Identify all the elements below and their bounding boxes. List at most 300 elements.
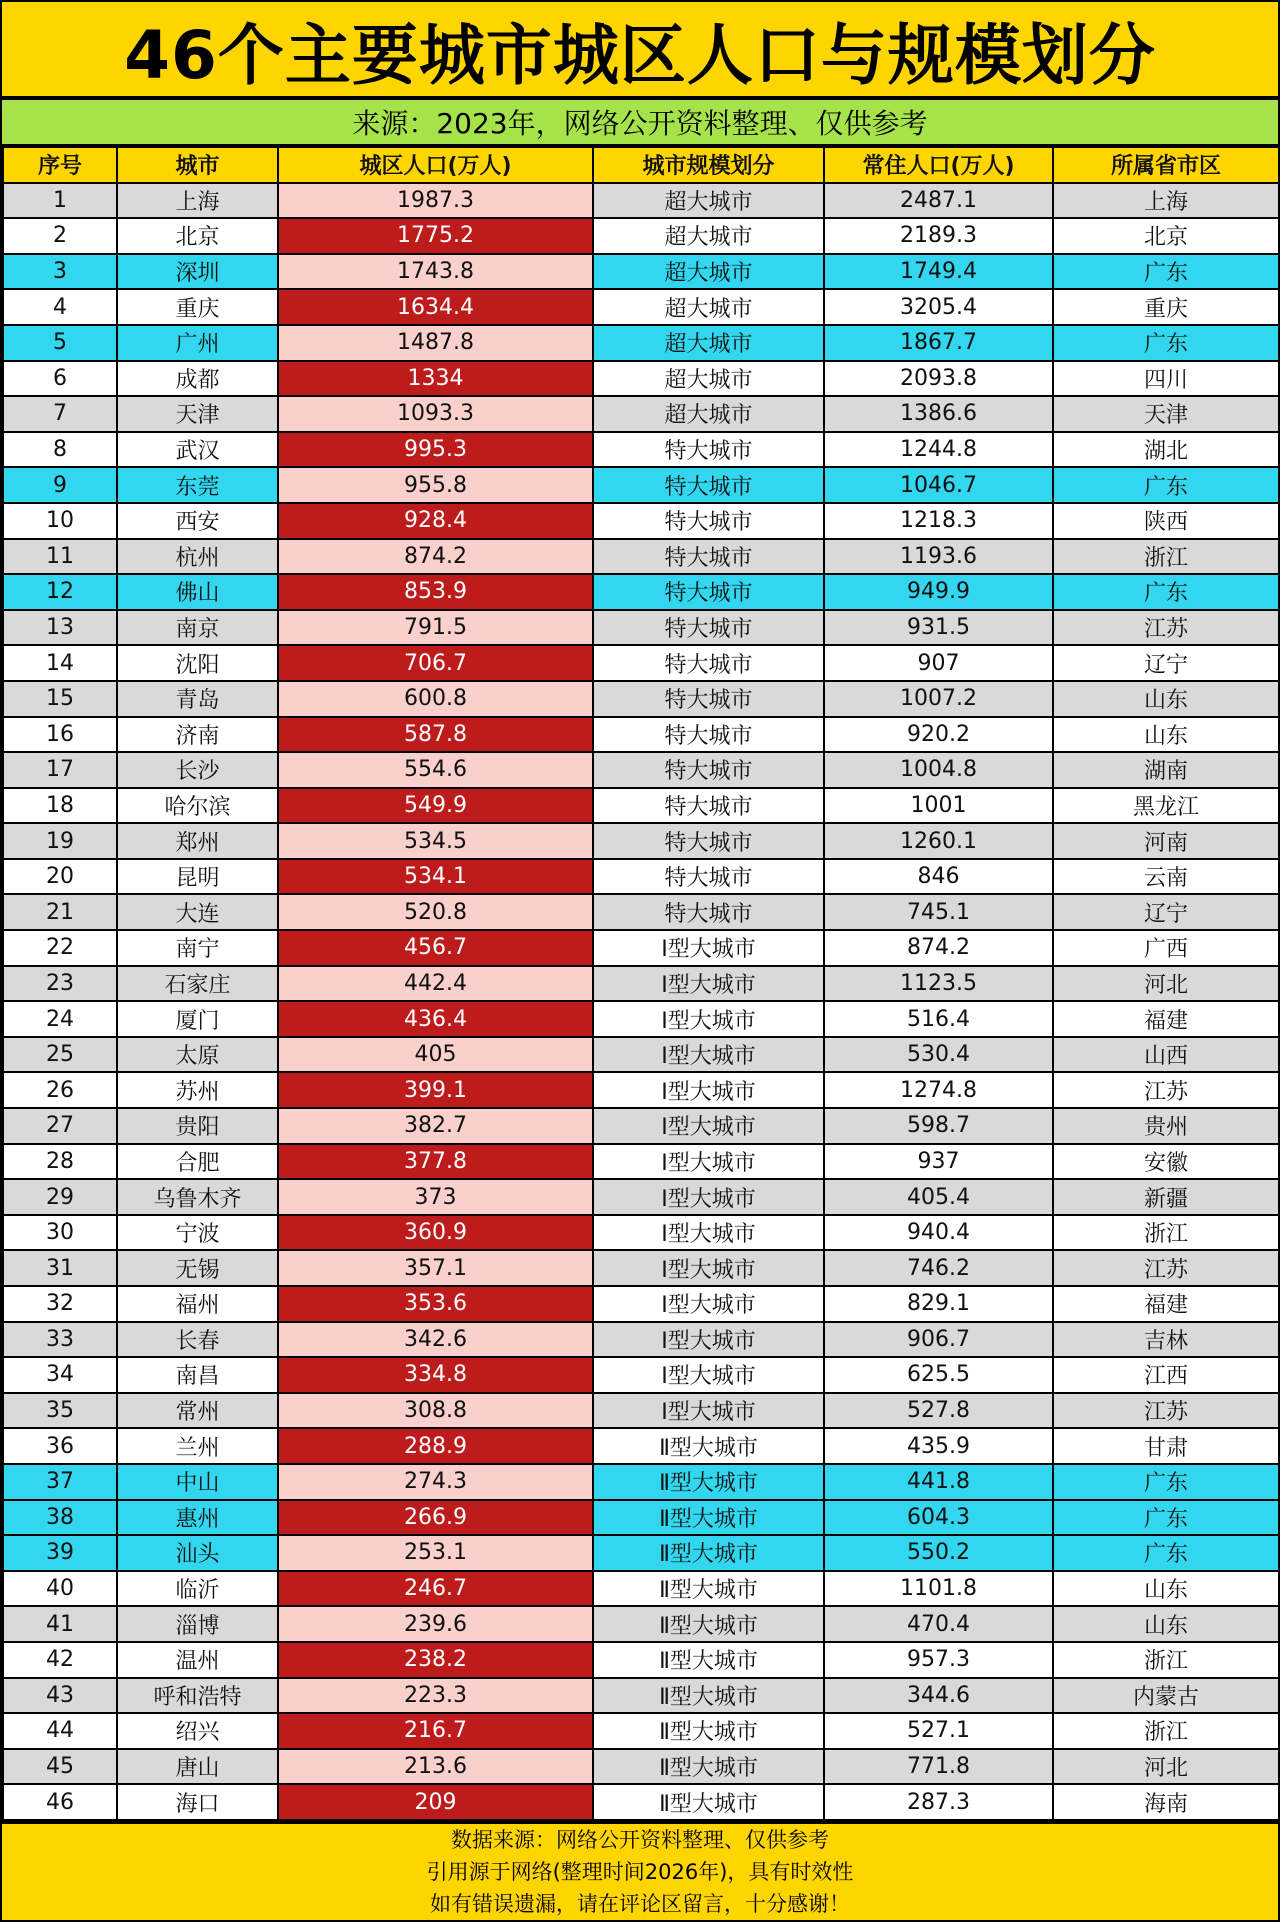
cell-resident-population: 287.3: [824, 1784, 1053, 1820]
cell-urban-population: 1775.2: [278, 218, 593, 254]
cell-province: 浙江: [1053, 1215, 1279, 1251]
cell-resident-population: 1007.2: [824, 681, 1053, 717]
cell-urban-population: 342.6: [278, 1322, 593, 1358]
cell-scale: Ⅱ型大城市: [593, 1428, 824, 1464]
table-row: [3, 788, 1279, 824]
cell-province: 贵州: [1053, 1108, 1279, 1144]
cell-province: 浙江: [1053, 1642, 1279, 1678]
cell-scale: 特大城市: [593, 752, 824, 788]
table-row: [3, 361, 1279, 397]
cell-urban-population: 213.6: [278, 1749, 593, 1785]
cell-province: 山东: [1053, 1571, 1279, 1607]
cell-scale: Ⅰ型大城市: [593, 1286, 824, 1322]
cell-scale: Ⅰ型大城市: [593, 1001, 824, 1037]
cell-scale: 超大城市: [593, 289, 824, 325]
cell-index: 46: [3, 1784, 117, 1820]
table-row: [3, 752, 1279, 788]
cell-province: 广东: [1053, 1500, 1279, 1536]
cell-province: 云南: [1053, 859, 1279, 895]
footer-line: 如有错误遗漏，请在评论区留言，十分感谢！: [430, 1892, 850, 1916]
cell-index: 41: [3, 1606, 117, 1642]
cell-urban-population: 274.3: [278, 1464, 593, 1500]
cell-city: 石家庄: [117, 966, 278, 1002]
cell-resident-population: 937: [824, 1144, 1053, 1180]
cell-province: 湖北: [1053, 432, 1279, 468]
cell-urban-population: 1634.4: [278, 289, 593, 325]
cell-city: 成都: [117, 361, 278, 397]
cell-city: 绍兴: [117, 1713, 278, 1749]
cell-city: 无锡: [117, 1250, 278, 1286]
cell-city: 长沙: [117, 752, 278, 788]
table-row: [3, 1784, 1279, 1820]
cell-province: 广西: [1053, 930, 1279, 966]
cell-scale: Ⅱ型大城市: [593, 1571, 824, 1607]
cell-index: 45: [3, 1749, 117, 1785]
header-scale: 城市规模划分: [593, 147, 824, 183]
table-row: [3, 1464, 1279, 1500]
table-row: [3, 1535, 1279, 1571]
cell-city: 太原: [117, 1037, 278, 1073]
cell-resident-population: 746.2: [824, 1250, 1053, 1286]
cell-province: 辽宁: [1053, 645, 1279, 681]
cell-province: 海南: [1053, 1784, 1279, 1820]
cell-city: 东莞: [117, 467, 278, 503]
table-row: [3, 1357, 1279, 1393]
cell-resident-population: 1001: [824, 788, 1053, 824]
table-row: [3, 1001, 1279, 1037]
cell-scale: Ⅱ型大城市: [593, 1713, 824, 1749]
cell-province: 山西: [1053, 1037, 1279, 1073]
cell-scale: 特大城市: [593, 788, 824, 824]
cell-urban-population: 334.8: [278, 1357, 593, 1393]
cell-resident-population: 1749.4: [824, 254, 1053, 290]
cell-city: 昆明: [117, 859, 278, 895]
cell-city: 济南: [117, 717, 278, 753]
cell-resident-population: 1274.8: [824, 1072, 1053, 1108]
cell-city: 贵阳: [117, 1108, 278, 1144]
table-row: [3, 645, 1279, 681]
table-row: [3, 1108, 1279, 1144]
cell-scale: Ⅰ型大城市: [593, 1144, 824, 1180]
cell-province: 安徽: [1053, 1144, 1279, 1180]
cell-urban-population: 360.9: [278, 1215, 593, 1251]
cell-resident-population: 530.4: [824, 1037, 1053, 1073]
cell-city: 青岛: [117, 681, 278, 717]
cell-resident-population: 931.5: [824, 610, 1053, 646]
cell-urban-population: 288.9: [278, 1428, 593, 1464]
cell-city: 南京: [117, 610, 278, 646]
cell-resident-population: 441.8: [824, 1464, 1053, 1500]
cell-urban-population: 1093.3: [278, 396, 593, 432]
cell-city: 佛山: [117, 574, 278, 610]
cell-province: 重庆: [1053, 289, 1279, 325]
cell-index: 9: [3, 467, 117, 503]
cell-scale: 特大城市: [593, 503, 824, 539]
page-title: 46个主要城市城区人口与规模划分: [2, 2, 1278, 96]
cell-index: 2: [3, 218, 117, 254]
cell-scale: Ⅰ型大城市: [593, 1215, 824, 1251]
table-row: [3, 859, 1279, 895]
cell-index: 34: [3, 1357, 117, 1393]
cell-resident-population: 920.2: [824, 717, 1053, 753]
cell-urban-population: 223.3: [278, 1678, 593, 1714]
cell-urban-population: 520.8: [278, 894, 593, 930]
cell-scale: 特大城市: [593, 717, 824, 753]
cell-city: 大连: [117, 894, 278, 930]
cell-city: 哈尔滨: [117, 788, 278, 824]
cell-province: 天津: [1053, 396, 1279, 432]
cell-index: 36: [3, 1428, 117, 1464]
cell-urban-population: 377.8: [278, 1144, 593, 1180]
table-row: [3, 1037, 1279, 1073]
cell-province: 浙江: [1053, 1713, 1279, 1749]
cell-province: 河北: [1053, 966, 1279, 1002]
cell-scale: 超大城市: [593, 218, 824, 254]
cell-urban-population: 373: [278, 1179, 593, 1215]
cell-index: 31: [3, 1250, 117, 1286]
table-row: [3, 823, 1279, 859]
cell-city: 唐山: [117, 1749, 278, 1785]
table-row: [3, 1571, 1279, 1607]
cell-scale: 特大城市: [593, 823, 824, 859]
cell-province: 四川: [1053, 361, 1279, 397]
cell-urban-population: 928.4: [278, 503, 593, 539]
cell-urban-population: 238.2: [278, 1642, 593, 1678]
cell-scale: Ⅰ型大城市: [593, 1322, 824, 1358]
cell-urban-population: 549.9: [278, 788, 593, 824]
cell-province: 广东: [1053, 467, 1279, 503]
cell-index: 18: [3, 788, 117, 824]
cell-urban-population: 357.1: [278, 1250, 593, 1286]
cell-scale: Ⅱ型大城市: [593, 1535, 824, 1571]
table-row: [3, 467, 1279, 503]
cell-city: 温州: [117, 1642, 278, 1678]
cell-city: 北京: [117, 218, 278, 254]
cell-city: 沈阳: [117, 645, 278, 681]
table-row: [3, 1072, 1279, 1108]
table-row: [3, 218, 1279, 254]
cell-index: 43: [3, 1678, 117, 1714]
cell-province: 广东: [1053, 254, 1279, 290]
cell-province: 山东: [1053, 1606, 1279, 1642]
cell-province: 上海: [1053, 183, 1279, 219]
cell-index: 22: [3, 930, 117, 966]
cell-city: 深圳: [117, 254, 278, 290]
cell-index: 17: [3, 752, 117, 788]
table-row: [3, 894, 1279, 930]
cell-province: 陕西: [1053, 503, 1279, 539]
cell-city: 西安: [117, 503, 278, 539]
table-row: [3, 503, 1279, 539]
cell-index: 25: [3, 1037, 117, 1073]
table-row: [3, 325, 1279, 361]
table-row: [3, 610, 1279, 646]
cell-province: 黑龙江: [1053, 788, 1279, 824]
cell-province: 广东: [1053, 1535, 1279, 1571]
cell-index: 1: [3, 183, 117, 219]
cell-scale: 特大城市: [593, 859, 824, 895]
cell-urban-population: 266.9: [278, 1500, 593, 1536]
cell-scale: Ⅱ型大城市: [593, 1642, 824, 1678]
cell-index: 37: [3, 1464, 117, 1500]
cell-city: 汕头: [117, 1535, 278, 1571]
table-header-row: [3, 147, 1279, 183]
cell-city: 南宁: [117, 930, 278, 966]
cell-city: 临沂: [117, 1571, 278, 1607]
cell-city: 郑州: [117, 823, 278, 859]
cell-scale: 特大城市: [593, 610, 824, 646]
cell-urban-population: 587.8: [278, 717, 593, 753]
header-city: 城市: [117, 147, 278, 183]
cell-resident-population: 470.4: [824, 1606, 1053, 1642]
cell-scale: 特大城市: [593, 645, 824, 681]
cell-scale: 超大城市: [593, 361, 824, 397]
cell-urban-population: 554.6: [278, 752, 593, 788]
cell-scale: 特大城市: [593, 432, 824, 468]
cell-resident-population: 1101.8: [824, 1571, 1053, 1607]
cell-resident-population: 1244.8: [824, 432, 1053, 468]
cell-index: 29: [3, 1179, 117, 1215]
cell-index: 5: [3, 325, 117, 361]
table-row: [3, 1322, 1279, 1358]
page-subtitle: 来源：2023年，网络公开资料整理、仅供参考: [2, 100, 1278, 144]
cell-city: 苏州: [117, 1072, 278, 1108]
cell-urban-population: 706.7: [278, 645, 593, 681]
header-resident-population: 常住人口(万人): [824, 147, 1053, 183]
cell-city: 兰州: [117, 1428, 278, 1464]
cell-province: 湖南: [1053, 752, 1279, 788]
table-row: [3, 1678, 1279, 1714]
cell-city: 惠州: [117, 1500, 278, 1536]
cell-city: 天津: [117, 396, 278, 432]
cell-scale: Ⅰ型大城市: [593, 966, 824, 1002]
cell-index: 30: [3, 1215, 117, 1251]
cell-scale: Ⅱ型大城市: [593, 1784, 824, 1820]
cell-resident-population: 527.1: [824, 1713, 1053, 1749]
cell-scale: Ⅰ型大城市: [593, 930, 824, 966]
table-row: [3, 966, 1279, 1002]
cell-province: 辽宁: [1053, 894, 1279, 930]
cell-city: 南昌: [117, 1357, 278, 1393]
cell-index: 27: [3, 1108, 117, 1144]
cell-scale: 超大城市: [593, 254, 824, 290]
cell-province: 广东: [1053, 325, 1279, 361]
cell-resident-population: 1123.5: [824, 966, 1053, 1002]
cell-urban-population: 442.4: [278, 966, 593, 1002]
cell-province: 北京: [1053, 218, 1279, 254]
cell-resident-population: 1193.6: [824, 539, 1053, 575]
cell-urban-population: 534.5: [278, 823, 593, 859]
cell-scale: 特大城市: [593, 894, 824, 930]
table-row: [3, 930, 1279, 966]
cell-province: 新疆: [1053, 1179, 1279, 1215]
cell-index: 26: [3, 1072, 117, 1108]
cell-resident-population: 771.8: [824, 1749, 1053, 1785]
cell-scale: 超大城市: [593, 396, 824, 432]
footer-note: [2, 1824, 1278, 1920]
cell-index: 15: [3, 681, 117, 717]
cell-resident-population: 516.4: [824, 1001, 1053, 1037]
cell-city: 呼和浩特: [117, 1678, 278, 1714]
cell-resident-population: 3205.4: [824, 289, 1053, 325]
cell-province: 江西: [1053, 1357, 1279, 1393]
cell-urban-population: 405: [278, 1037, 593, 1073]
cell-resident-population: 1046.7: [824, 467, 1053, 503]
table-row: [3, 1749, 1279, 1785]
table-row: [3, 1642, 1279, 1678]
cell-index: 19: [3, 823, 117, 859]
cell-resident-population: 2093.8: [824, 361, 1053, 397]
cell-scale: Ⅰ型大城市: [593, 1072, 824, 1108]
table-row: [3, 1215, 1279, 1251]
cell-province: 河北: [1053, 1749, 1279, 1785]
cell-urban-population: 456.7: [278, 930, 593, 966]
cell-city: 上海: [117, 183, 278, 219]
cell-resident-population: 604.3: [824, 1500, 1053, 1536]
cell-resident-population: 527.8: [824, 1393, 1053, 1429]
cell-province: 江苏: [1053, 1393, 1279, 1429]
cell-resident-population: 906.7: [824, 1322, 1053, 1358]
cell-index: 33: [3, 1322, 117, 1358]
cell-index: 23: [3, 966, 117, 1002]
table-row: [3, 254, 1279, 290]
cell-urban-population: 399.1: [278, 1072, 593, 1108]
cell-urban-population: 216.7: [278, 1713, 593, 1749]
cell-city: 杭州: [117, 539, 278, 575]
cell-urban-population: 791.5: [278, 610, 593, 646]
cell-resident-population: 405.4: [824, 1179, 1053, 1215]
cell-index: 12: [3, 574, 117, 610]
cell-urban-population: 308.8: [278, 1393, 593, 1429]
cell-resident-population: 907: [824, 645, 1053, 681]
cell-resident-population: 940.4: [824, 1215, 1053, 1251]
cell-resident-population: 625.5: [824, 1357, 1053, 1393]
table-row: [3, 1286, 1279, 1322]
cell-province: 福建: [1053, 1286, 1279, 1322]
cell-scale: Ⅰ型大城市: [593, 1393, 824, 1429]
cell-province: 甘肃: [1053, 1428, 1279, 1464]
cell-index: 42: [3, 1642, 117, 1678]
cell-city: 厦门: [117, 1001, 278, 1037]
cell-resident-population: 745.1: [824, 894, 1053, 930]
table-row: [3, 717, 1279, 753]
table-row: [3, 183, 1279, 219]
table-row: [3, 574, 1279, 610]
table-row: [3, 396, 1279, 432]
cell-index: 32: [3, 1286, 117, 1322]
cell-urban-population: 955.8: [278, 467, 593, 503]
cell-scale: 超大城市: [593, 183, 824, 219]
cell-urban-population: 253.1: [278, 1535, 593, 1571]
table-row: [3, 1144, 1279, 1180]
cell-urban-population: 995.3: [278, 432, 593, 468]
cell-scale: Ⅰ型大城市: [593, 1250, 824, 1286]
cell-resident-population: 949.9: [824, 574, 1053, 610]
cell-province: 浙江: [1053, 539, 1279, 575]
footer-line: 引用源于网络(整理时间2026年)，具有时效性: [426, 1860, 854, 1884]
cell-index: 20: [3, 859, 117, 895]
cell-urban-population: 1487.8: [278, 325, 593, 361]
table-row: [3, 1428, 1279, 1464]
cell-resident-population: 1004.8: [824, 752, 1053, 788]
cell-urban-population: 353.6: [278, 1286, 593, 1322]
cell-city: 合肥: [117, 1144, 278, 1180]
cell-resident-population: 550.2: [824, 1535, 1053, 1571]
city-population-table: [2, 146, 1280, 1821]
cell-urban-population: 246.7: [278, 1571, 593, 1607]
cell-scale: 特大城市: [593, 681, 824, 717]
cell-index: 40: [3, 1571, 117, 1607]
table-row: [3, 432, 1279, 468]
cell-scale: Ⅰ型大城市: [593, 1108, 824, 1144]
cell-province: 山东: [1053, 717, 1279, 753]
cell-city: 广州: [117, 325, 278, 361]
cell-index: 10: [3, 503, 117, 539]
table-row: [3, 1393, 1279, 1429]
table-row: [3, 681, 1279, 717]
table-body: [3, 183, 1279, 1820]
cell-scale: Ⅰ型大城市: [593, 1179, 824, 1215]
cell-index: 4: [3, 289, 117, 325]
cell-province: 江苏: [1053, 1072, 1279, 1108]
cell-resident-population: 344.6: [824, 1678, 1053, 1714]
cell-index: 11: [3, 539, 117, 575]
cell-urban-population: 1743.8: [278, 254, 593, 290]
cell-scale: Ⅱ型大城市: [593, 1464, 824, 1500]
cell-resident-population: 957.3: [824, 1642, 1053, 1678]
cell-index: 13: [3, 610, 117, 646]
cell-index: 16: [3, 717, 117, 753]
cell-scale: 特大城市: [593, 574, 824, 610]
cell-index: 39: [3, 1535, 117, 1571]
cell-index: 3: [3, 254, 117, 290]
cell-scale: 超大城市: [593, 325, 824, 361]
cell-resident-population: 874.2: [824, 930, 1053, 966]
footer-line: 数据来源：网络公开资料整理、仅供参考: [451, 1828, 829, 1852]
cell-city: 海口: [117, 1784, 278, 1820]
cell-urban-population: 534.1: [278, 859, 593, 895]
cell-index: 6: [3, 361, 117, 397]
table-row: [3, 1713, 1279, 1749]
table-row: [3, 289, 1279, 325]
cell-scale: Ⅱ型大城市: [593, 1606, 824, 1642]
cell-city: 淄博: [117, 1606, 278, 1642]
cell-urban-population: 874.2: [278, 539, 593, 575]
cell-scale: Ⅱ型大城市: [593, 1749, 824, 1785]
cell-province: 福建: [1053, 1001, 1279, 1037]
cell-index: 8: [3, 432, 117, 468]
table-row: [3, 1606, 1279, 1642]
cell-city: 福州: [117, 1286, 278, 1322]
cell-urban-population: 382.7: [278, 1108, 593, 1144]
cell-index: 44: [3, 1713, 117, 1749]
cell-resident-population: 1867.7: [824, 325, 1053, 361]
cell-urban-population: 239.6: [278, 1606, 593, 1642]
cell-city: 宁波: [117, 1215, 278, 1251]
cell-index: 24: [3, 1001, 117, 1037]
cell-urban-population: 209: [278, 1784, 593, 1820]
cell-index: 28: [3, 1144, 117, 1180]
cell-urban-population: 1334: [278, 361, 593, 397]
cell-resident-population: 1386.6: [824, 396, 1053, 432]
cell-scale: Ⅰ型大城市: [593, 1357, 824, 1393]
cell-city: 武汉: [117, 432, 278, 468]
cell-province: 江苏: [1053, 610, 1279, 646]
cell-province: 江苏: [1053, 1250, 1279, 1286]
cell-city: 常州: [117, 1393, 278, 1429]
cell-resident-population: 2487.1: [824, 183, 1053, 219]
cell-urban-population: 1987.3: [278, 183, 593, 219]
